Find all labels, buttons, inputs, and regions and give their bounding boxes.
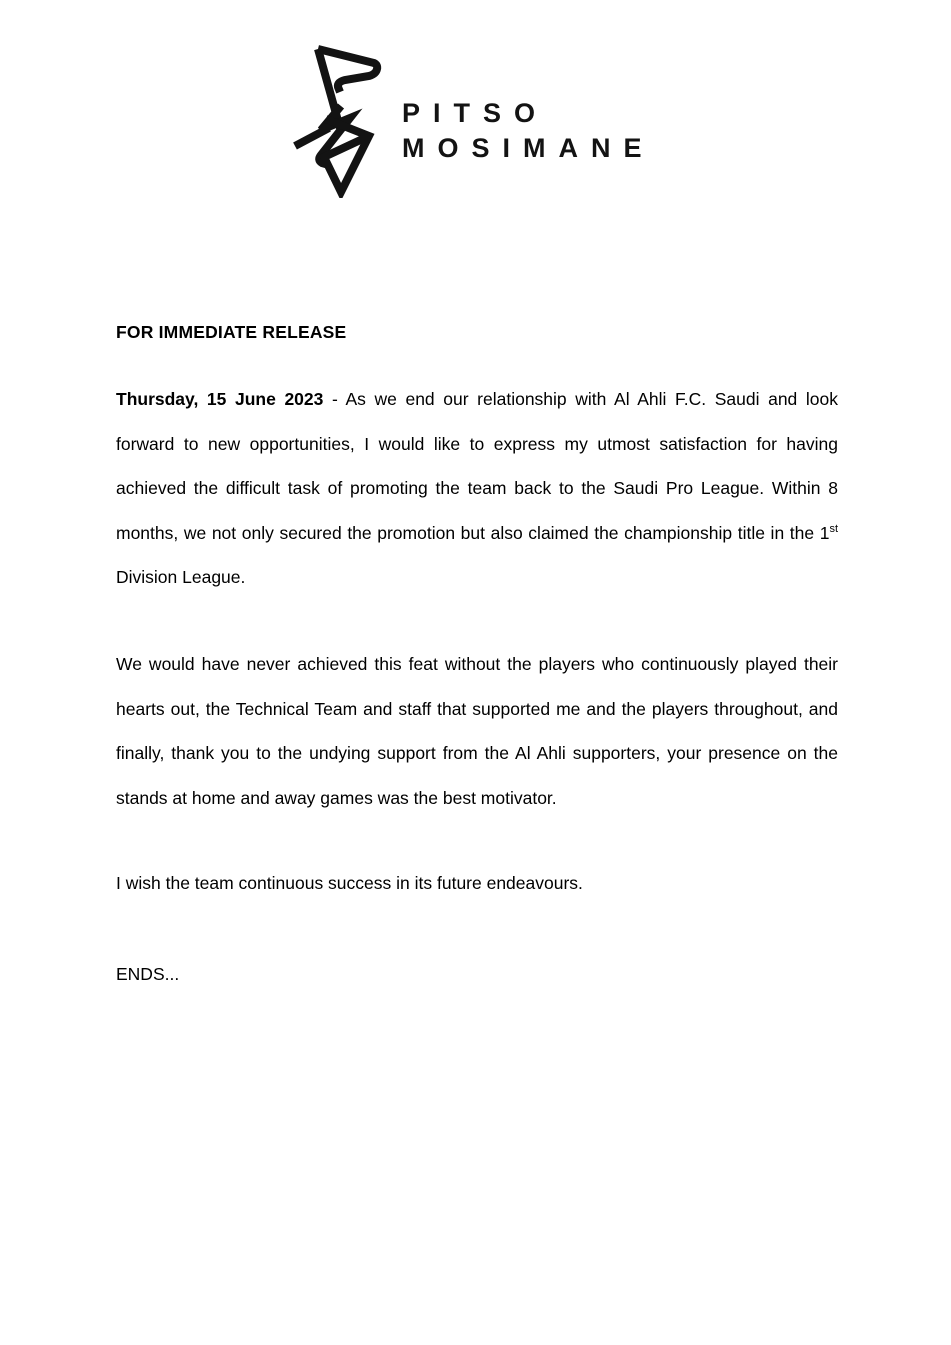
ends-marker: ENDS... (116, 964, 180, 984)
date-separator: - (323, 389, 346, 409)
flag-zigzag-monogram-icon (293, 38, 393, 198)
ordinal-superscript: st (829, 522, 838, 535)
paragraph-intro (116, 377, 838, 600)
logo (293, 38, 673, 203)
logo-name-line2: MOSIMANE (402, 133, 655, 163)
date-lead: Thursday, 15 June 2023 (116, 389, 324, 409)
paragraph-intro-text: As we end our relationship with Al Ahli F.C. Saudi and look forward to new opportunities, I would like to express my utmost satisfaction for having achieved the difficult task of promoting the team back to the Saudi Pro League. Within 8 months, we not only secured the promotion but also claimed the championship title in the 1 (116, 389, 838, 543)
paragraph-wishes: I wish the team continuous success in its future endeavours. (116, 873, 583, 893)
logo-name-line1: PITSO (402, 98, 549, 128)
release-heading: FOR IMMEDIATE RELEASE (116, 322, 347, 342)
paragraph-intro-tail: Division League. (116, 567, 246, 588)
logo-wordmark (402, 96, 655, 166)
paragraph-thanks: We would have never achieved this feat without the players who continuously played their hearts out, the Technical Team and staff that supported me and the players throughout, and finally, thank you to the undying support from the Al Ahli supporters, your presence on the stands at home and away games was the best motivator. (116, 654, 838, 808)
